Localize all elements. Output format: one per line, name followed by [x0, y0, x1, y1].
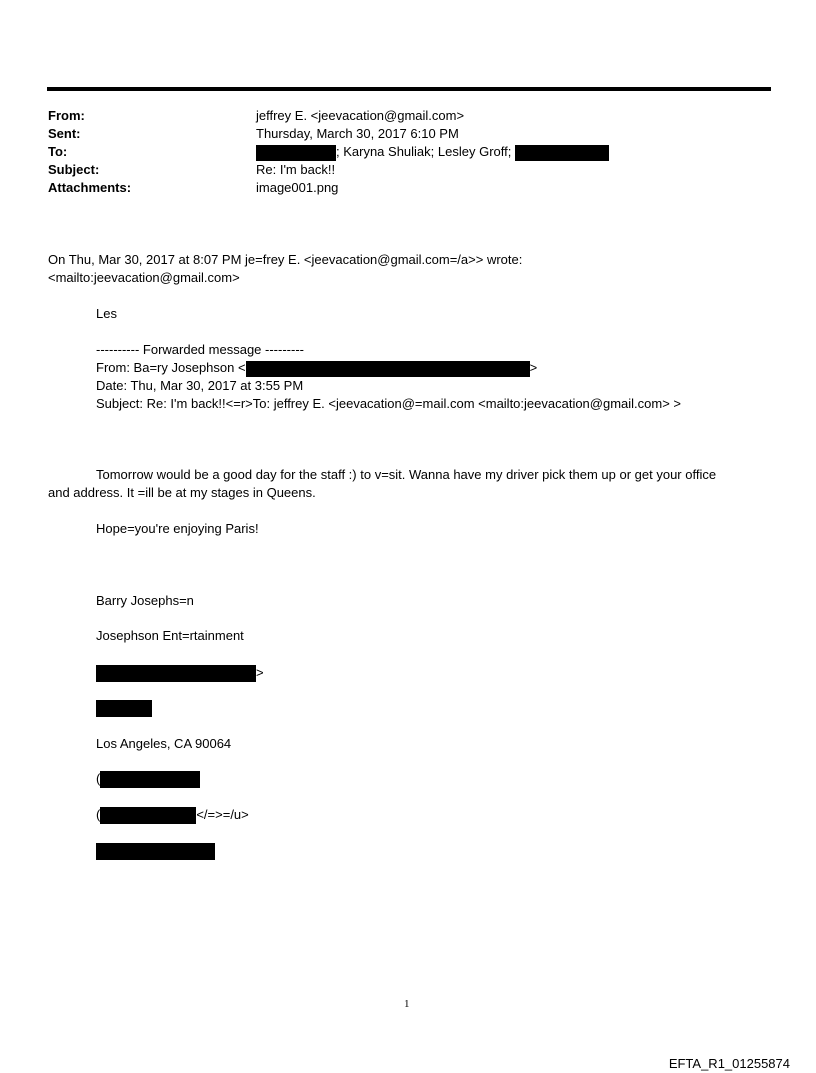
quote-line-2: <mailto:jeevacation@gmail.com> — [48, 270, 240, 285]
forwarded-from-text: From: Ba=ry Josephson < — [96, 360, 246, 375]
signature-name: Barry Josephs=n — [96, 593, 194, 608]
page-number: 1 — [404, 998, 410, 1010]
signature-email-end: > — [256, 665, 264, 680]
paragraph-line-1: Tomorrow would be a good day for the staff :) to v=sit. Wanna have my driver pick them up or get your office — [96, 467, 717, 482]
phone-1-open: ( — [96, 771, 101, 786]
forwarded-subject: Subject: Re: I'm back!!<=r>To: jeffrey E. <jeevacation@=mail.com <mailto:jeevacation@gmail.com> > — [96, 396, 682, 411]
signature-address — [96, 700, 152, 717]
document-id: EFTA_R1_01255874 — [668, 1056, 790, 1071]
redaction-box — [256, 145, 336, 161]
redaction-box — [96, 665, 256, 682]
forwarded-date: Date: Thu, Mar 30, 2017 at 3:55 PM — [96, 378, 304, 393]
redaction-box — [100, 771, 200, 788]
attachments-label: Attachments: — [48, 180, 132, 195]
redaction-box — [100, 807, 196, 824]
quote-line-1: On Thu, Mar 30, 2017 at 8:07 PM je=frey E. <jeevacation@gmail.com=/a>> wrote: — [48, 252, 523, 267]
subject-value: Re: I'm back!! — [256, 162, 336, 177]
phone-2-open: ( — [96, 807, 101, 822]
forwarded-divider: ---------- Forwarded message --------- — [96, 342, 304, 357]
signature-company: Josephson Ent=rtainment — [96, 628, 244, 643]
to-row — [256, 144, 609, 161]
signature-phone-2 — [96, 807, 249, 824]
to-value: ; Karyna Shuliak; Lesley Groff; — [336, 144, 512, 159]
redaction-box — [246, 361, 530, 377]
signature-city: Los Angeles, CA 90064 — [96, 736, 232, 751]
greeting: Les — [96, 306, 117, 321]
redaction-box — [96, 843, 215, 860]
redaction-box — [96, 700, 152, 717]
closing-line: Hope=you're enjoying Paris! — [96, 521, 259, 536]
from-label: From: — [48, 108, 85, 123]
sent-value: Thursday, March 30, 2017 6:10 PM — [256, 126, 459, 141]
paragraph-line-2: and address. It =ill be at my stages in Queens. — [48, 485, 316, 500]
forwarded-from-end: > — [529, 360, 538, 375]
to-label: To: — [48, 144, 68, 159]
signature-phone-1 — [96, 771, 200, 788]
attachments-value: image001.png — [256, 180, 339, 195]
subject-label: Subject: — [48, 162, 100, 177]
from-value: jeffrey E. <jeevacation@gmail.com> — [256, 108, 465, 123]
forwarded-from — [96, 360, 537, 377]
phone-2-end: </=>=/u> — [196, 807, 249, 822]
signature-email — [96, 665, 264, 682]
signature-extra — [96, 843, 215, 860]
sent-label: Sent: — [48, 126, 81, 141]
redaction-box — [515, 145, 609, 161]
header-rule — [47, 87, 771, 91]
